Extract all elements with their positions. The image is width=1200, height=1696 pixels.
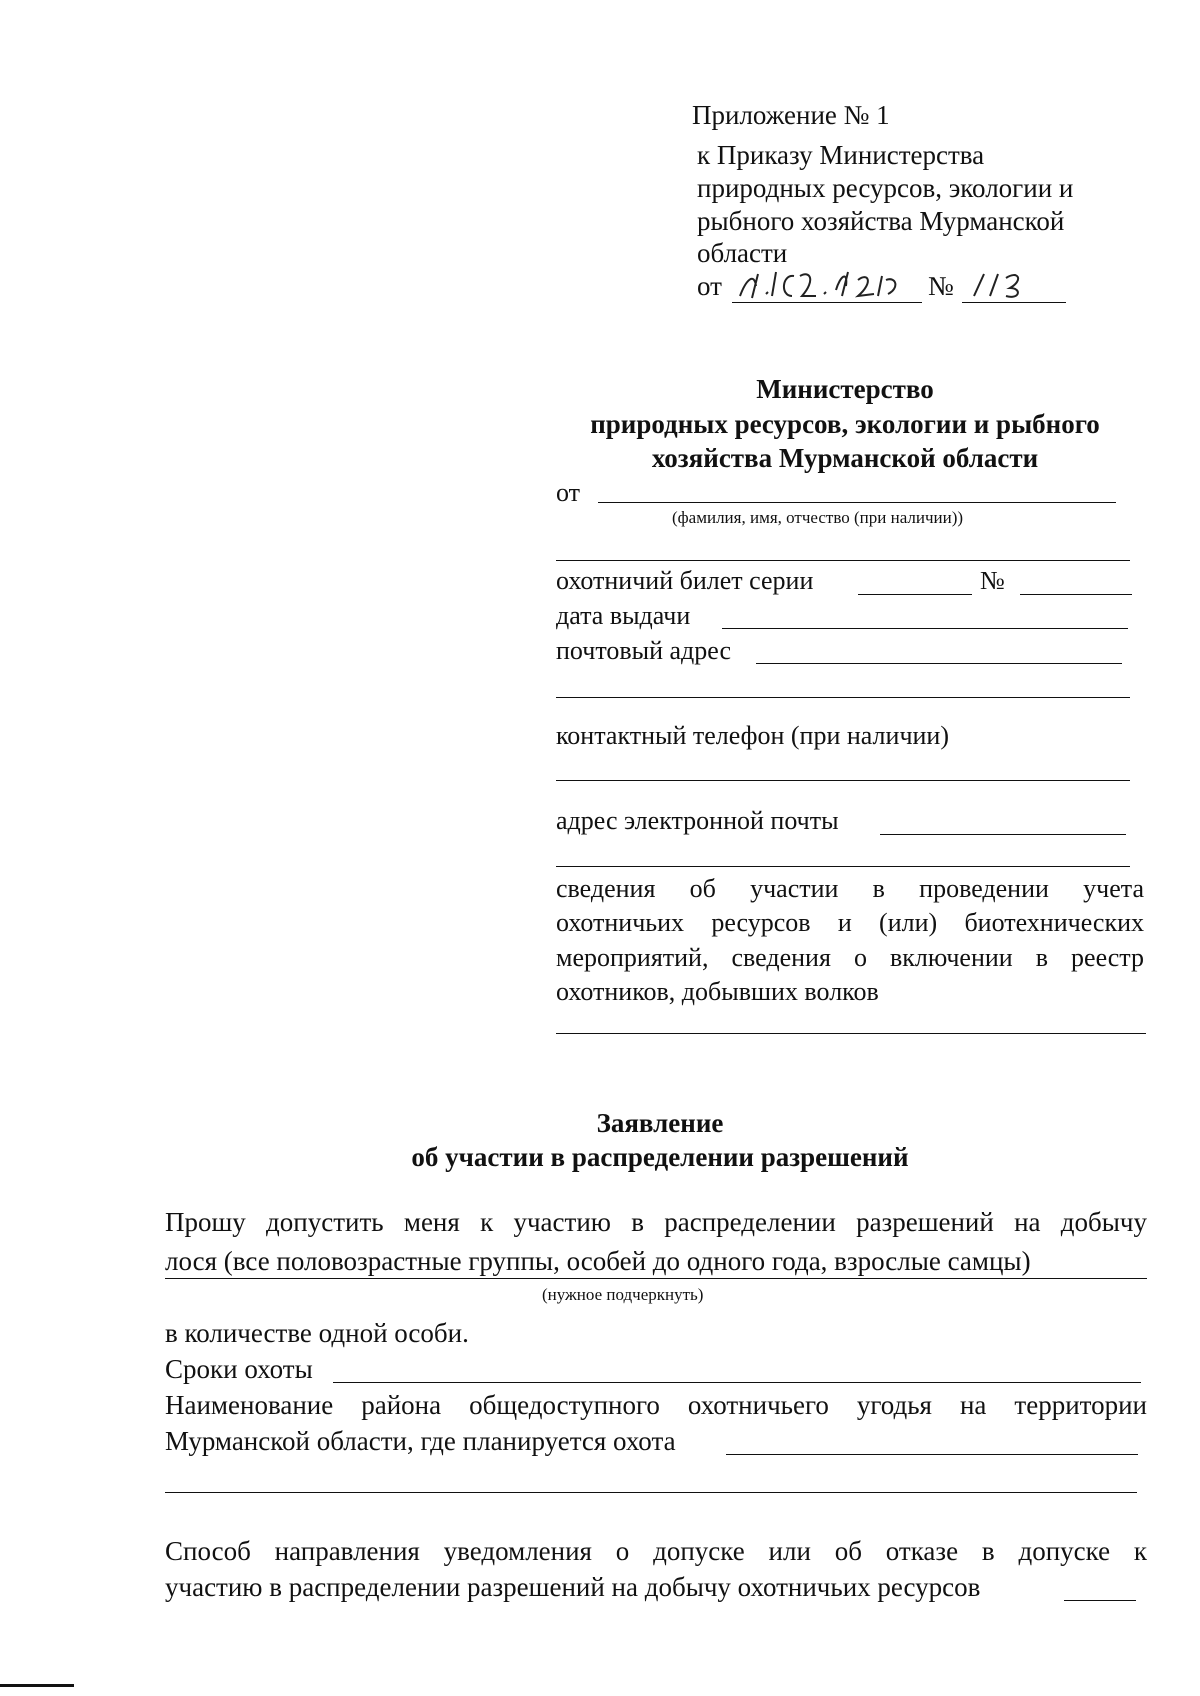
request-underline xyxy=(165,1278,1147,1279)
appendix-line: области xyxy=(697,238,788,268)
request-line-options: лося (все половозрастные группы, особей до одного года, взрослые самцы) xyxy=(165,1246,1031,1276)
issue-date-label: дата выдачи xyxy=(556,601,691,630)
applicant-from-label: от xyxy=(556,478,581,507)
phone-label: контактный телефон (при наличии) xyxy=(556,721,950,750)
ticket-series-field[interactable] xyxy=(858,594,972,595)
appendix-line: рыбного хозяйства Мурманской xyxy=(697,206,1065,236)
email-field[interactable] xyxy=(880,834,1126,835)
handwritten-number xyxy=(968,266,1038,302)
issue-date-field[interactable] xyxy=(722,628,1128,629)
notify-method-field[interactable] xyxy=(1064,1600,1136,1601)
info-line: охотников, добывших волков xyxy=(556,977,879,1006)
ticket-number-field[interactable] xyxy=(1020,594,1132,595)
area-field-2[interactable] xyxy=(165,1492,1137,1493)
applicant-name-hint: (фамилия, имя, отчество (при наличии)) xyxy=(672,508,964,527)
info-line: охотничьих ресурсов и (или) биотехнических xyxy=(556,908,1144,937)
area-field[interactable] xyxy=(726,1454,1138,1455)
notify-line: участию в распределении разрешений на добычу охотничьих ресурсов xyxy=(165,1572,981,1602)
area-line: Мурманской области, где планируется охота xyxy=(165,1426,676,1456)
hunting-period-field[interactable] xyxy=(333,1382,1141,1383)
postal-address-field-2[interactable] xyxy=(556,697,1130,698)
statement-title: Заявление xyxy=(596,1108,724,1138)
applicant-name-field-2[interactable] xyxy=(556,560,1130,561)
appendix-line: природных ресурсов, экологии и xyxy=(697,173,1074,203)
area-line: Наименование района общедоступного охотничьего угодья на территории xyxy=(165,1390,1147,1420)
handwritten-date xyxy=(736,266,916,302)
appendix-number-line xyxy=(962,302,1066,303)
email-field-2[interactable] xyxy=(556,866,1130,867)
notify-line: Способ направления уведомления о допуске или об отказе в допуске к xyxy=(165,1536,1147,1566)
info-line: сведения об участии в проведении учета xyxy=(556,874,1144,903)
email-label: адрес электронной почты xyxy=(556,806,839,835)
applicant-name-field[interactable] xyxy=(598,502,1116,503)
info-field[interactable] xyxy=(556,1033,1146,1034)
appendix-number-label: № xyxy=(928,271,954,301)
appendix-date-label: от xyxy=(697,271,722,301)
page-edge-mark xyxy=(0,1684,74,1687)
postal-address-label: почтовый адрес xyxy=(556,636,731,665)
appendix-title: Приложение № 1 xyxy=(692,100,890,130)
appendix-date-line xyxy=(732,302,922,303)
quantity-text: в количестве одной особи. xyxy=(165,1318,469,1348)
statement-subtitle: об участии в распределении разрешений xyxy=(411,1142,909,1172)
addressee-line: природных ресурсов, экологии и рыбного xyxy=(590,409,1100,439)
appendix-line: к Приказу Министерства xyxy=(697,140,985,170)
underline-hint: (нужное подчеркнуть) xyxy=(542,1285,704,1304)
ticket-number-label: № xyxy=(980,566,1005,595)
addressee-line: хозяйства Мурманской области xyxy=(651,443,1039,473)
postal-address-field[interactable] xyxy=(756,663,1122,664)
phone-field[interactable] xyxy=(556,780,1130,781)
info-line: мероприятий, сведения о включении в реестр xyxy=(556,943,1144,972)
ticket-series-label: охотничий билет серии xyxy=(556,566,814,595)
hunting-period-label: Сроки охоты xyxy=(165,1354,313,1384)
request-line: Прошу допустить меня к участию в распределении разрешений на добычу xyxy=(165,1207,1147,1237)
addressee-line: Министерство xyxy=(756,374,934,404)
